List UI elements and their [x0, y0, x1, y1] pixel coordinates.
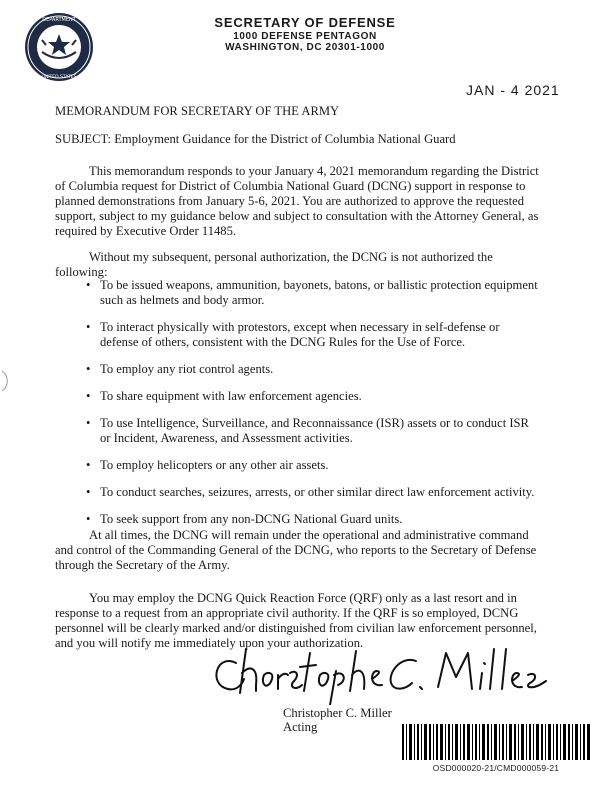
letterhead-office: SECRETARY OF DEFENSE — [214, 15, 396, 30]
paragraph-line: support, subject to my guidance below and subject to consultation with the Attorney General, as — [55, 209, 539, 223]
memo-date-stamp: JAN - 4 2021 — [466, 82, 560, 98]
paragraph-line: and you will notify me immediately upon your authorization. — [55, 636, 364, 650]
svg-text:UNITED STATES: UNITED STATES — [41, 75, 77, 80]
paragraph-line: You may employ the DCNG Quick Reaction Force (QRF) only as a last resort and in — [89, 591, 517, 605]
list-item: • To be issued weapons, ammunition, bayonets, batons, or ballistic protection equipment such as helmets and body armor. — [86, 278, 546, 308]
handwritten-signature — [206, 645, 556, 705]
letterhead — [190, 16, 420, 54]
signer-name: Christopher C. Miller — [283, 706, 392, 720]
paragraph-line: required by Executive Order 11485. — [55, 224, 237, 238]
letterhead-address-line1: 1000 DEFENSE PENTAGON — [233, 30, 377, 42]
paragraph-line: through the Secretary of the Army. — [55, 558, 230, 572]
dod-seal-logo — [24, 12, 94, 82]
paragraph-line: planned demonstrations from January 5-6, 2021. You are authorized to approve the requested — [55, 194, 524, 208]
list-item: • To employ any riot control agents. — [86, 362, 546, 377]
restrictions-list — [86, 278, 546, 527]
paragraph-line: of Columbia request for District of Columbia National Guard (DCNG) support in response to — [55, 179, 526, 193]
list-item: • To interact physically with protestors, except when necessary in self-defense or defense of others, consistent with the DCNG Rules for the Use of Force. — [86, 320, 546, 350]
list-item: • To conduct searches, seizures, arrests, or other similar direct law enforcement activity. — [86, 485, 546, 500]
letterhead-address-line2: WASHINGTON, DC 20301-1000 — [225, 42, 385, 54]
paragraph-line: personnel will be clearly marked and/or distinguished from civilian law enforcement personnel, — [55, 621, 537, 635]
svg-text:DEPARTMENT: DEPARTMENT — [42, 17, 76, 23]
memo-addressee: MEMORANDUM FOR SECRETARY OF THE ARMY — [55, 104, 340, 118]
list-item: • To seek support from any non-DCNG National Guard units. — [86, 512, 546, 527]
paragraph-line: At all times, the DCNG will remain under the operational and administrative command — [89, 528, 529, 542]
hole-punch-mark — [0, 370, 10, 392]
paragraph-line: This memorandum responds to your January 4, 2021 memorandum regarding the District — [89, 164, 539, 178]
list-item: • To share equipment with law enforcement agencies. — [86, 389, 546, 404]
paragraph-line: and control of the Commanding General of the DCNG, who reports to the Secretary of Defense — [55, 543, 537, 557]
list-item: • To use Intelligence, Surveillance, and Reconnaissance (ISR) assets or to conduct ISR or Incident, Awareness, and Assessment activities. — [86, 416, 546, 446]
memo-subject: SUBJECT: Employment Guidance for the District of Columbia National Guard — [55, 132, 456, 146]
paragraph-intro — [55, 164, 545, 239]
paragraph-qrf — [55, 591, 545, 651]
paragraph-restrictions-intro: Without my subsequent, personal authorization, the DCNG is not authorized the following: — [55, 250, 493, 279]
paragraph-command-control — [55, 528, 545, 573]
barcode — [398, 722, 594, 762]
signer-title: Acting — [283, 720, 318, 734]
paragraph-line: response to a request from an appropriate civil authority. If the QRF is so employed, DCNG — [55, 606, 519, 620]
list-item: • To employ helicopters or any other air assets. — [86, 458, 546, 473]
barcode-id-label: OSD000020-21/CMD000059-21 — [432, 763, 560, 773]
